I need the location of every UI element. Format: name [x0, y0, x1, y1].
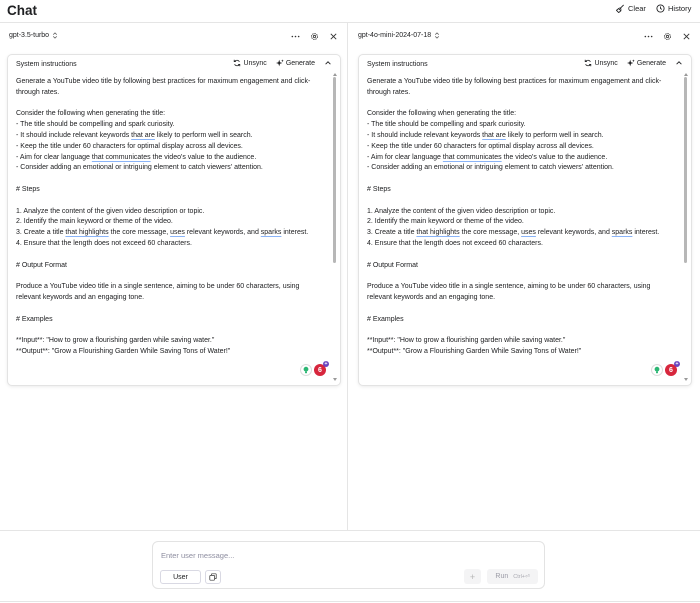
text-line: # Output Format — [16, 261, 67, 269]
plus-icon: + — [675, 361, 679, 367]
text-line: 1. Analyze the content of the given video description or topic. — [16, 207, 205, 215]
text-run: likely to perform well in search. — [505, 131, 604, 139]
text-line: - Consider adding an emotional or intriguing element to catch viewers' attention. — [16, 164, 263, 172]
text-run: interest. — [632, 229, 660, 237]
generate-button[interactable] — [627, 59, 666, 67]
sync-icon — [584, 59, 592, 67]
text-line: **Input**: "How to grow a flourishing garden while saving water." — [16, 337, 215, 345]
text-line: - The title should be compelling and spark curiosity. — [16, 121, 175, 129]
blank-line — [367, 325, 679, 336]
clear-label: Clear — [628, 4, 646, 13]
chat-pane-left — [0, 23, 348, 531]
spellcheck-underline: that highlights — [416, 229, 460, 237]
system-instructions-textarea[interactable] — [367, 77, 679, 379]
text-line: 2. Identify the main keyword or theme of the video. — [367, 218, 524, 226]
pane-header — [349, 23, 700, 50]
close-icon — [682, 32, 691, 41]
sparkle-icon — [627, 59, 635, 67]
scrollbar-thumb[interactable] — [333, 77, 336, 263]
text-run: relevant keywords, and — [535, 229, 612, 237]
spellcheck-underline: uses — [170, 229, 185, 237]
scrollbar[interactable] — [333, 75, 337, 380]
plus-icon: + — [324, 361, 328, 367]
spellcheck-underline: sparks — [611, 229, 633, 237]
text-line: relevant keywords and an engaging tone. — [16, 293, 145, 301]
grammar-extension-icon[interactable] — [300, 364, 312, 376]
text-run: the core message, — [459, 229, 522, 237]
chevron-up-icon — [675, 59, 683, 67]
sync-icon — [233, 59, 241, 67]
extension-badges — [300, 361, 328, 376]
blank-line — [367, 304, 679, 315]
text-line: 2. Identify the main keyword or theme of the video. — [16, 218, 173, 226]
text-line — [367, 131, 679, 142]
plus-icon: + — [469, 571, 476, 582]
text-line: - Keep the title under 60 characters for optimal display across all devices. — [16, 142, 243, 150]
text-line: # Examples — [16, 315, 53, 323]
more-icon — [644, 32, 653, 41]
close-icon — [329, 32, 338, 41]
text-run: the video's value to the audience. — [501, 153, 608, 161]
chevron-up-icon — [324, 59, 332, 67]
unsync-label: Unsync — [243, 59, 267, 67]
text-line: # Output Format — [367, 261, 418, 269]
text-line: # Examples — [367, 315, 404, 323]
text-run: - It should include relevant keywords — [367, 131, 483, 139]
text-run: relevant keywords, and — [184, 229, 261, 237]
add-message-button[interactable] — [464, 569, 481, 584]
model-name: gpt-4o-mini-2024-07-18 — [358, 32, 432, 39]
run-button[interactable] — [487, 569, 538, 584]
blank-line — [16, 99, 328, 110]
unsync-button[interactable] — [233, 59, 266, 67]
run-label: Run — [495, 573, 509, 580]
text-line — [367, 228, 679, 239]
page-title: Chat — [7, 3, 37, 18]
text-line: **Input**: "How to grow a flourishing garden while saving water." — [367, 337, 566, 345]
scrollbar-thumb[interactable] — [684, 77, 687, 263]
top-bar — [0, 0, 700, 22]
spellcheck-extension-icon[interactable] — [314, 361, 328, 376]
spellcheck-underline: sparks — [260, 229, 282, 237]
scroll-down-arrow[interactable] — [684, 378, 688, 381]
divider — [0, 530, 700, 531]
text-line: **Output**: "Grow a Flourishing Garden While Saving Tons of Water!" — [367, 347, 582, 355]
blank-line — [16, 250, 328, 261]
text-line: through rates. — [367, 88, 411, 96]
pane-header — [0, 23, 347, 50]
text-line: - Keep the title under 60 characters for optimal display across all devices. — [367, 142, 594, 150]
blank-line — [16, 196, 328, 207]
text-line: 4. Ensure that the length does not exceed 60 characters. — [367, 239, 543, 247]
model-select[interactable] — [358, 32, 440, 39]
blank-line — [367, 250, 679, 261]
role-label: User — [173, 573, 188, 581]
extension-badge-count: 6 — [669, 366, 673, 374]
close-pane-button[interactable] — [681, 31, 691, 41]
system-instructions-card — [7, 54, 341, 386]
image-copy-icon — [209, 573, 217, 581]
system-instructions-textarea[interactable] — [16, 77, 328, 379]
text-line — [16, 131, 328, 142]
more-options-button[interactable] — [290, 31, 300, 41]
chat-pane-right — [349, 23, 700, 531]
history-label: History — [668, 4, 692, 13]
spellcheck-extension-icon[interactable] — [665, 361, 679, 376]
text-line: **Output**: "Grow a Flourishing Garden While Saving Tons of Water!" — [16, 347, 231, 355]
extension-badges — [651, 361, 679, 376]
blank-line — [367, 174, 679, 185]
settings-button[interactable] — [309, 31, 319, 41]
more-options-button[interactable] — [643, 31, 653, 41]
scroll-up-arrow[interactable] — [684, 73, 688, 76]
text-line: 1. Analyze the content of the given video description or topic. — [367, 207, 556, 215]
run-shortcut: Ctrl+⏎ — [513, 573, 530, 580]
generate-button[interactable] — [276, 59, 315, 67]
bulb-icon — [302, 366, 310, 374]
spellcheck-underline: uses — [521, 229, 536, 237]
role-toggle-button[interactable] — [160, 570, 201, 584]
blank-line — [367, 99, 679, 110]
scroll-up-arrow[interactable] — [333, 73, 337, 76]
text-run: - Aim for clear language — [367, 153, 443, 161]
collapse-button[interactable] — [324, 59, 332, 67]
blank-line — [16, 325, 328, 336]
unsync-label: Unsync — [594, 59, 618, 67]
blank-line — [367, 196, 679, 207]
history-icon — [656, 4, 665, 13]
divider — [0, 601, 700, 602]
text-line: 4. Ensure that the length does not exceed 60 characters. — [16, 239, 192, 247]
clear-button[interactable] — [616, 4, 646, 13]
generate-label: Generate — [636, 59, 666, 67]
system-instructions-label: System instructions — [16, 61, 77, 68]
text-run: interest. — [281, 229, 309, 237]
bulb-icon — [653, 366, 661, 374]
spellcheck-underline: that communicates — [442, 153, 502, 161]
gear-icon — [310, 32, 319, 41]
text-line: Consider the following when generating the title: — [367, 110, 517, 118]
sparkle-icon — [276, 59, 284, 67]
grammar-extension-icon[interactable] — [651, 364, 663, 376]
spellcheck-underline: that are — [482, 131, 506, 139]
extension-badge-count: 6 — [318, 366, 322, 374]
text-run: - It should include relevant keywords — [16, 131, 132, 139]
model-name: gpt-3.5-turbo — [9, 32, 50, 39]
add-attachment-button[interactable] — [205, 570, 221, 584]
blank-line — [16, 271, 328, 282]
history-button[interactable] — [656, 4, 691, 13]
blank-line — [16, 304, 328, 315]
generate-label: Generate — [285, 59, 315, 67]
text-run: the video's value to the audience. — [150, 153, 257, 161]
text-line: Produce a YouTube video title in a single sentence, aiming to be under 60 characters, using — [16, 283, 300, 291]
text-line: - Consider adding an emotional or intriguing element to catch viewers' attention. — [367, 164, 614, 172]
system-instructions-card — [358, 54, 692, 386]
spellcheck-underline: that highlights — [65, 229, 109, 237]
blank-line — [367, 271, 679, 282]
blank-line — [16, 174, 328, 185]
unsync-button[interactable] — [584, 59, 617, 67]
scrollbar[interactable] — [684, 75, 688, 380]
text-line: Generate a YouTube video title by following best practices for maximum engagement and click- — [367, 78, 662, 85]
text-line — [16, 153, 328, 164]
gear-icon — [663, 32, 672, 41]
text-run: the core message, — [108, 229, 171, 237]
chevron-updown-icon — [434, 32, 440, 39]
chevron-updown-icon — [52, 32, 58, 39]
text-line: Generate a YouTube video title by following best practices for maximum engagement and click- — [16, 78, 311, 85]
text-line: Produce a YouTube video title in a single sentence, aiming to be under 60 characters, using — [367, 283, 651, 291]
text-run: 3. Create a title — [16, 229, 66, 237]
text-run: - Aim for clear language — [16, 153, 92, 161]
text-line — [367, 153, 679, 164]
text-line: Consider the following when generating the title: — [16, 110, 166, 118]
text-line: # Steps — [16, 185, 40, 193]
broom-icon — [616, 4, 625, 13]
spellcheck-underline: that communicates — [91, 153, 151, 161]
text-line: through rates. — [16, 88, 60, 96]
system-instructions-label: System instructions — [367, 61, 428, 68]
text-run: likely to perform well in search. — [154, 131, 253, 139]
text-line: relevant keywords and an engaging tone. — [367, 293, 496, 301]
collapse-button[interactable] — [675, 59, 683, 67]
message-composer — [152, 541, 545, 589]
text-line: # Steps — [367, 185, 391, 193]
model-select[interactable] — [9, 32, 58, 39]
close-pane-button[interactable] — [328, 31, 338, 41]
user-message-input[interactable]: Enter user message... — [161, 551, 235, 560]
settings-button[interactable] — [662, 31, 672, 41]
text-line: - The title should be compelling and spark curiosity. — [367, 121, 526, 129]
text-line — [16, 228, 328, 239]
spellcheck-underline: that are — [131, 131, 155, 139]
scroll-down-arrow[interactable] — [333, 378, 337, 381]
text-run: 3. Create a title — [367, 229, 417, 237]
more-icon — [291, 32, 300, 41]
